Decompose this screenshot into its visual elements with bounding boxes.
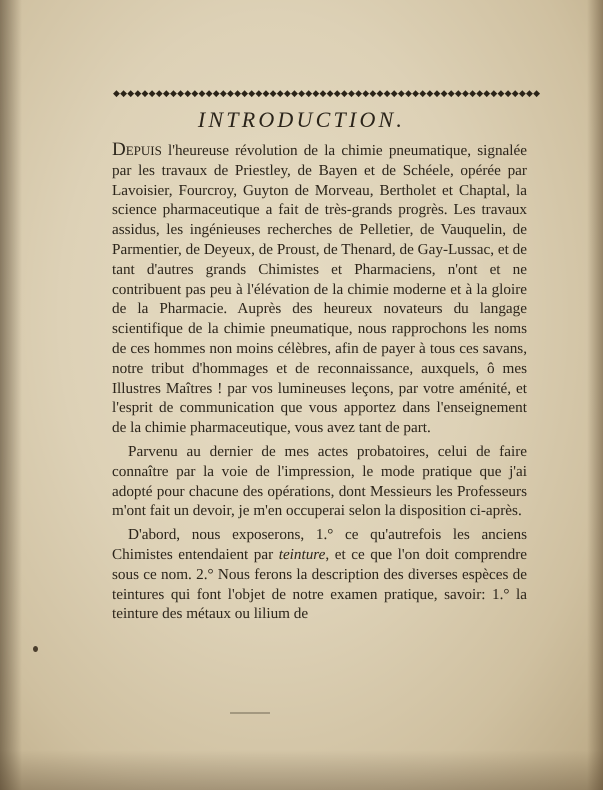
paragraph-2 — [112, 442, 527, 521]
italic-term: teinture — [278, 545, 326, 563]
show-through-mark — [230, 712, 270, 714]
dropcap-word: Depuis — [112, 139, 162, 160]
margin-ink-spot — [33, 646, 38, 652]
body-text — [112, 140, 527, 628]
page-title: INTRODUCTION. — [197, 107, 406, 132]
header-ornament-rule: ◆◆◆◆◆◆◆◆◆◆◆◆◆◆◆◆◆◆◆◆◆◆◆◆◆◆◆◆◆◆◆◆◆◆◆◆◆◆◆◆◆◆◆◆◆◆◆◆◆◆◆◆◆◆◆◆◆◆◆◆ — [113, 89, 541, 99]
paragraph-3-text-b: , et ce que l'on doit comprendre sous ce nom. 2.° Nous ferons la description des diverses espèces de teintures qui font l'objet de notre examen pratique, savoir: 1.° la teinture des métaux ou lilium de — [112, 545, 527, 623]
page-bottom-shadow — [0, 750, 603, 790]
paragraph-1 — [112, 140, 527, 438]
paragraph-1-text: l'heureuse révolution de la chimie pneumatique, signalée par les travaux de Priestley, de Bayen et de Schéele, opérée par Lavoisier, Fourcroy, Guyton de Morveau, Bertholet et Chaptal, la science pharmaceutique a fait de très-grands progrès. Les travaux assidus, les ingénieuses recherches de Pelletier, de Vauquelin, de Parmentier, de Deyeux, de Proust, de Thenard, de Gay-Lussac, et de tant d'autres grands Chimistes et Pharmaciens, n'ont et ne contribuent pas peu à l'élévation de la chimie moderne et à la gloire de la Pharmacie. Auprès des heureux novateurs du langage scientifique de la chimie pneumatique, nous rapprochons les noms de ces hommes non moins célèbres, afin de payer à tous ces savans, notre tribut d'hommages et de reconnaissance, auxquels, ô mes Illustres Maîtres ! par vos lumineuses leçons, par votre aménité, et l'esprit de communication que vous apportez dans l'enseignement de la chimie pharmaceutique, vous avez tant de part. — [112, 142, 527, 437]
paragraph-3-text-a: D'abord, nous exposerons, 1.° ce qu'autrefois les anciens Chimistes entendaient par — [112, 526, 527, 563]
paragraph-3 — [112, 525, 527, 624]
paragraph-2-text: Parvenu au dernier de mes actes probatoires, celui de faire connaître par la voie de l'impression, le mode pratique que j'ai adopté pour chacune des opérations, dont Messieurs les Professeurs m'ont fait un devoir, je m'en occuperai selon la disposition ci-après. — [112, 442, 527, 520]
